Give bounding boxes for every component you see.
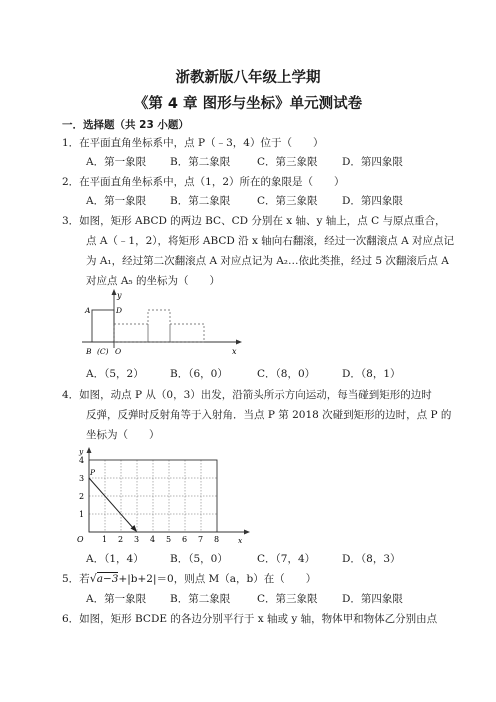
option-a: A．（1，4） (86, 553, 144, 565)
motion-path-arrow (89, 478, 134, 529)
x-tick: 8 (214, 535, 220, 544)
question-3-figure (76, 286, 246, 358)
question-5-suffix: +|b+2|＝0，则点 M（a，b）在（ ） (118, 573, 317, 585)
option-d: D．第四象限 (342, 593, 403, 605)
y-tick: 3 (79, 474, 85, 483)
option-d: D．第四象限 (342, 156, 403, 168)
section-heading: 一．选择题（共 23 小题） (62, 119, 189, 131)
question-5-stem (62, 571, 316, 586)
document-title: 浙教新版八年级上学期 (175, 70, 321, 86)
label-d: D (116, 306, 123, 315)
option-b: B．第二象限 (170, 195, 231, 207)
question-5-prefix: 5．若 (62, 573, 90, 585)
option-d: D．第四象限 (342, 195, 403, 207)
option-d: D．（8，3） (342, 553, 401, 565)
option-a: A．第一象限 (86, 156, 147, 168)
option-b: B．（6，0） (170, 368, 228, 380)
label-a: A (85, 306, 91, 315)
y-tick: 4 (79, 456, 85, 465)
question-6-stem: 6．如图，矩形 BCDE 的各边分别平行于 x 轴或 y 轴，物体甲和物体乙分别由点 (62, 613, 438, 625)
option-c: C．第三象限 (257, 195, 318, 207)
label-o: O (77, 535, 84, 544)
rectangle-abcd (92, 310, 114, 342)
x-tick: 5 (166, 535, 172, 544)
question-3-line-1: 3．如图，矩形 ABCD 的两边 BC、CD 分别在 x 轴、y 轴上，点 C 与原点重合， (62, 215, 446, 227)
rolled-rect-1 (114, 324, 148, 342)
option-b: B．第二象限 (170, 156, 231, 168)
question-4-line-3: 坐标为（ ） (86, 429, 160, 441)
x-tick: 7 (198, 535, 204, 544)
x-tick: 3 (134, 535, 140, 544)
option-a: A．（5，2） (86, 368, 144, 380)
option-c: C．第三象限 (257, 593, 318, 605)
y-axis-arrow (87, 447, 92, 453)
document-subtitle: 《第 4 章 图形与坐标》单元测试卷 (133, 96, 363, 112)
question-3-line-3: 为 A₁，经过第二次翻滚点 A 对应点记为 A₂…依此类推，经过 5 次翻滚后点 A (86, 255, 449, 267)
option-c: C．（7，4） (257, 553, 316, 565)
y-tick-labels (79, 456, 84, 519)
question-1-stem: 1．在平面直角坐标系中，点 P（﹣3，4）位于（ ） (62, 137, 324, 149)
question-3-line-2: 点 A（﹣1，2），将矩形 ABCD 沿 x 轴向右翻滚，经过一次翻滚点 A 对应点记 (86, 235, 455, 247)
y-label: y (79, 447, 84, 456)
option-c: C．第三象限 (257, 156, 318, 168)
option-a: A．第一象限 (86, 195, 147, 207)
question-3-line-4: 对应点 A₅ 的坐标为（ ） (86, 275, 220, 287)
rolled-rect-3 (170, 324, 204, 342)
y-label: y (117, 291, 122, 300)
x-tick: 6 (182, 535, 188, 544)
question-2-stem: 2．在平面直角坐标系中，点（1，2）所在的象限是（ ） (62, 176, 345, 188)
x-tick: 4 (150, 535, 156, 544)
sqrt-radicand: a−3 (96, 573, 119, 585)
x-axis-arrow (244, 530, 250, 535)
y-tick: 1 (79, 510, 85, 519)
option-b: B．（5，0） (170, 553, 228, 565)
question-4-line-2: 反弹，反弹时反射角等于入射角．当点 P 第 2018 次碰到矩形的边时，点 P 的 (86, 409, 452, 421)
x-label: x (238, 536, 243, 545)
x-tick: 1 (102, 535, 108, 544)
label-b: B (86, 347, 92, 356)
x-tick-labels (102, 535, 219, 544)
option-c: C．（8，0） (257, 368, 316, 380)
question-4-line-1: 4．如图，动点 P 从（0，3）出发，沿箭头所示方向运动，每当碰到矩形的边时 (62, 389, 432, 401)
sqrt-symbol: √ (89, 572, 97, 585)
question-4-figure (74, 446, 254, 546)
option-d: D．（8，1） (342, 368, 401, 380)
grid-lines (89, 460, 217, 532)
option-a: A．第一象限 (86, 593, 147, 605)
rolled-rect-2 (148, 310, 170, 342)
x-axis-arrow (236, 340, 242, 345)
label-p: P (90, 468, 96, 477)
x-tick: 2 (118, 535, 124, 544)
y-axis-arrow (112, 289, 117, 295)
label-o: O (115, 347, 122, 356)
y-tick: 2 (79, 492, 85, 501)
label-c: (C) (97, 347, 109, 356)
x-label: x (232, 347, 237, 356)
option-b: B．第二象限 (170, 593, 231, 605)
